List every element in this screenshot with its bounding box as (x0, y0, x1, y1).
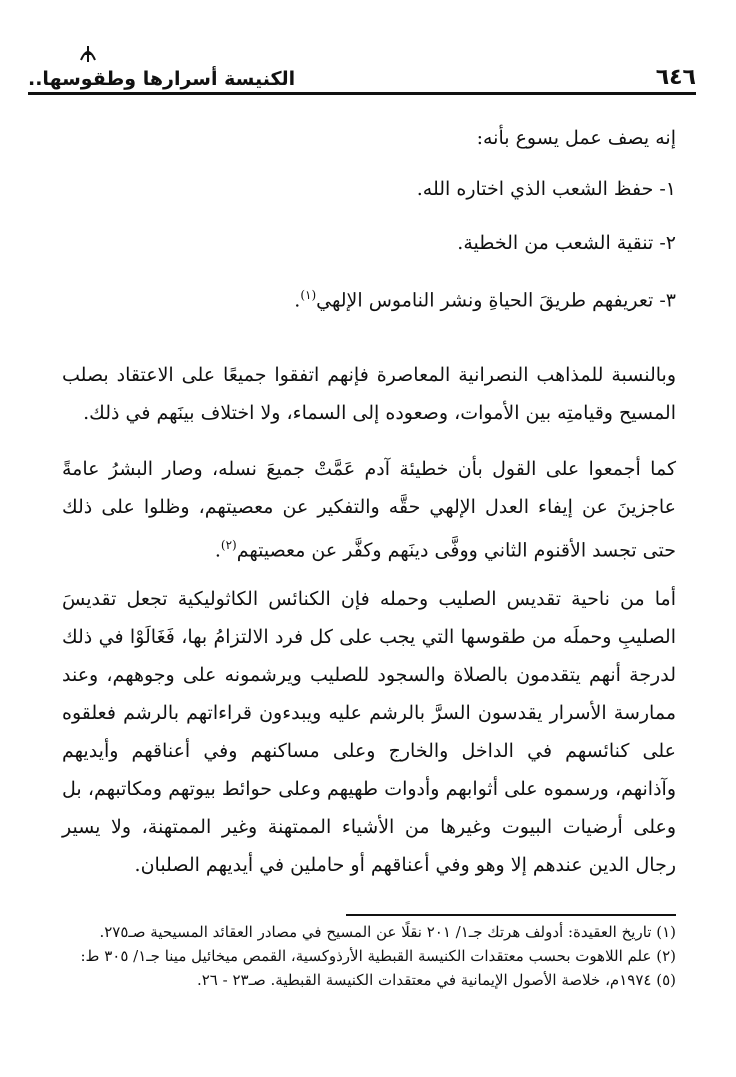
paragraph: وبالنسبة للمذاهب النصرانية المعاصرة فإنهم اتفقوا جميعًا على الاعتقاد بصلب المسيح وقيامتِه بين الأموات، وصعوده إلى السماء، ولا اختلاف بينَهم في ذلك. (62, 364, 676, 424)
list-item-end: . (294, 289, 301, 312)
footnote: (٢) علم اللاهوت بحسب معتقدات الكنيسة القبطية الأرذوكسية، القمص ميخائيل مينا جـ١/ ٣٠٥ ط: (٥) ١٩٧٤م، خلاصة الأصول الإيمانية في معتقدات الكنيسة القبطية. صـ٢٣ - ٢٦. (80, 947, 676, 989)
paragraph-text: كما أجمعوا على القول بأن خطيئة آدم عَمَّتْ جميعَ نسله، وصار البشرُ عامةً عاجزينَ عن إيفاء العدل الإلهي حقَّه والتفكير عن معصيتهم، وظلوا على ذلك حتى تجسد الأقنوم الثاني ووفَّى دينَهم وكفَّر عن معصيتهم (62, 458, 676, 562)
running-header (28, 62, 696, 90)
paragraph: أما من ناحية تقديس الصليب وحمله فإن الكنائس الكاثوليكية تجعل تقديسَ الصليبِ وحملَه من طقوسها التي يجب على كل فرد الالتزامُ بها، فَغَالَوْا في ذلك لدرجة أنهم يتقدمون بالصلاة والسجود للصليب ويرشمونه على وجوههم، وعند ممارسة الأسرار يقدسون السرَّ بالرشم عليه ويبدءون قراءاتهم بالرشم فعلقوه على كنائسهم في الداخل والخارج وعلى مساكنهم وفي أعناقهم وأيديهم وآذانهم، ورسموه على أثوابهم وأدوات طهيهم وعلى حوائط بيوتهم ومكاتبهم، بل وعلى أرضيات البيوت وغيرها من الأشياء الممتهنة وغير الممتهنة، ولا يسير رجال الدين عندهم إلا وهو وفي أعناقهم أو حاملين في أيديهم الصلبان. (62, 588, 677, 876)
page-number: ٦٤٦ (655, 65, 696, 90)
list-item-text: ٣- تعريفهم طريقَ الحياةِ ونشر الناموس الإلهي (316, 289, 676, 312)
paragraph-end: . (214, 539, 221, 562)
footnote: (١) تاريخ العقيدة: أدولف هرتك جـ١/ ٢٠١ نقلًا عن المسيح في مصادر العقائد المسيحية صـ٢٧٥. (99, 923, 676, 941)
paragraph (62, 450, 676, 569)
running-title: الكنيسة أسرارها وطقوسها.. (28, 68, 296, 90)
list-item: ١- حفظ الشعب الذي اختاره الله. (416, 178, 676, 200)
footnotes (58, 920, 676, 992)
header-divider (28, 92, 696, 95)
ornament-icon (78, 42, 98, 64)
footnote-divider (346, 914, 676, 916)
footnote-ref: (١) (300, 288, 317, 302)
footnote-ref: (٢) (220, 538, 237, 552)
list-item (294, 288, 676, 311)
list-item: ٢- تنقية الشعب من الخطية. (457, 232, 676, 254)
intro-line: إنه يصف عمل يسوع بأنه: (476, 127, 676, 149)
